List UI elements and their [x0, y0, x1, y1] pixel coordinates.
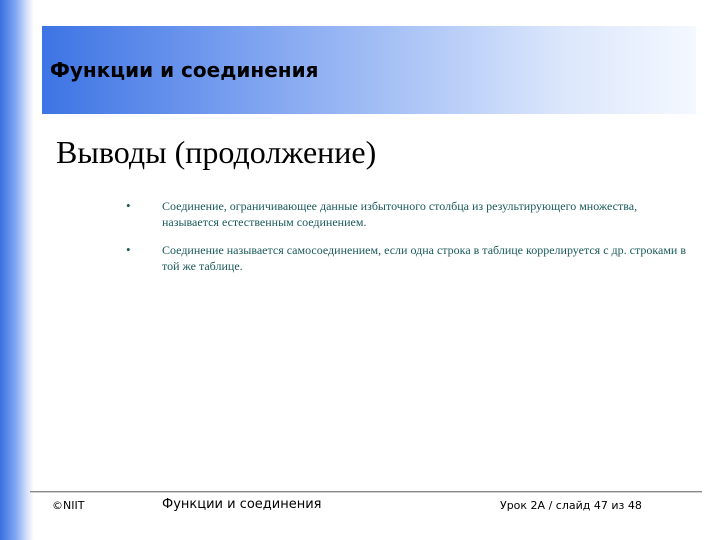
header-title: Функции и соединения — [50, 58, 319, 82]
footer-divider — [30, 491, 702, 493]
slide-heading: Выводы (продолжение) — [56, 134, 377, 170]
bullet-icon: • — [126, 198, 131, 213]
left-gradient-bar — [0, 0, 34, 540]
footer-copyright: ©NIIT — [52, 499, 85, 512]
bullet-text: Соединение, ограничивающее данные избыточного столбца из результирующего множества, называется естественным соединением. — [162, 199, 638, 229]
bullet-item — [126, 242, 686, 274]
footer-slide-info: Урок 2А / слайд 47 из 48 — [500, 499, 642, 512]
footer-topic: Функции и соединения — [162, 497, 322, 512]
bullet-icon: • — [126, 242, 131, 257]
bullet-item — [126, 198, 686, 230]
bullet-list — [126, 198, 686, 286]
bullet-text: Соединение называется самосоединением, если одна строка в таблице коррелируется с др. строками в той же таблице. — [162, 243, 686, 273]
